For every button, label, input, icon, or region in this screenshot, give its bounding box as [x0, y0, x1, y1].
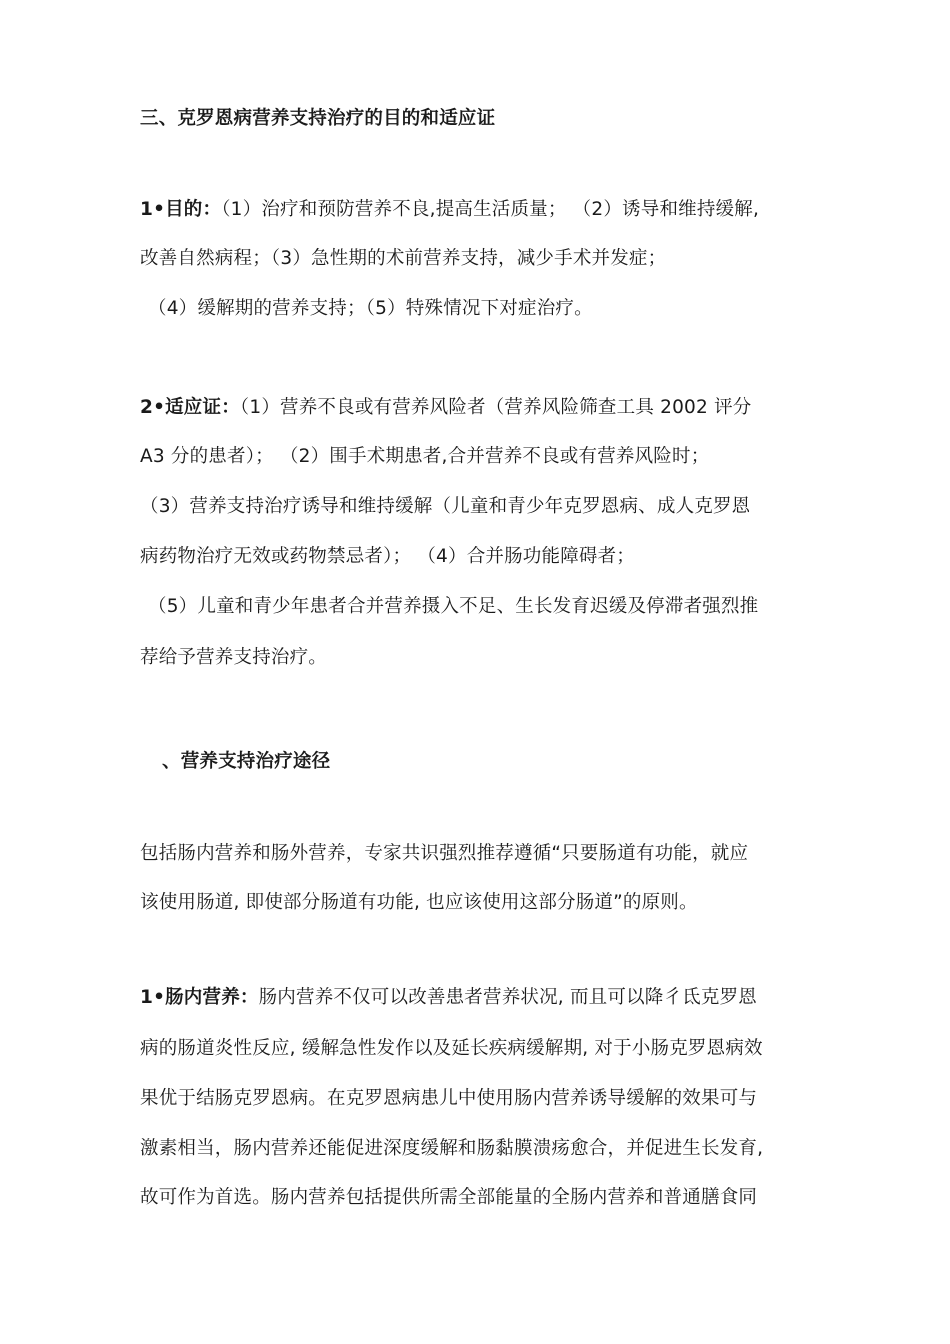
paragraph-line: A3 分的患者）； （2）围手术期患者,合并营养不良或有营养风险时； — [140, 446, 710, 467]
paragraph-line: 荐给予营养支持治疗。 — [140, 647, 328, 668]
paragraph-line: 病的肠道炎性反应, 缓解急性发作以及延长疾病缓解期, 对于小肠克罗恩病效 — [140, 1038, 763, 1059]
section-heading: 三、克罗恩病营养支持治疗的目的和适应证 — [140, 108, 496, 129]
paragraph-line: 果优于结肠克罗恩病。在克罗恩病患儿中使用肠内营养诱导缓解的效果可与 — [140, 1088, 758, 1109]
paragraph-line: 病药物治疗无效或药物禁忌者）； （4）合并肠功能障碍者； — [140, 546, 636, 567]
paragraph-line — [140, 985, 757, 1011]
paragraph-line: （5）儿童和青少年患者合并营养摄入不足、生长发育迟缓及停滞者强烈推 — [148, 596, 759, 617]
indications-text: （1）营养不良或有营养风险者（营养风险筛查工具 2002 评分 — [239, 397, 752, 418]
paragraph-line — [140, 395, 751, 421]
section-heading: 、营养支持治疗途径 — [162, 751, 331, 772]
paragraph-line: 该使用肠道, 即使部分肠道有功能, 也应该使用这部分肠道”的原则。 — [140, 892, 698, 913]
goals-label: 1•目的： — [140, 199, 222, 220]
paragraph-line: 包括肠内营养和肠外营养，专家共识强烈推荐遵循“只要肠道有功能，就应 — [140, 843, 749, 864]
paragraph-line: 激素相当，肠内营养还能促进深度缓解和肠黏膜溃疡愈合，并促进生长发育, — [140, 1138, 764, 1159]
paragraph-line: 故可作为首选。肠内营养包括提供所需全部能量的全肠内营养和普通膳食同 — [140, 1187, 758, 1208]
paragraph-line: （3）营养支持治疗诱导和维持缓解（儿童和青少年克罗恩病、成人克罗恩 — [140, 496, 751, 517]
paragraph-line: （4）缓解期的营养支持；（5）特殊情况下对症治疗。 — [148, 298, 593, 319]
enteral-label: 1•肠内营养： — [140, 987, 259, 1008]
paragraph-line: 改善自然病程；（3）急性期的术前营养支持，减少手术并发症； — [140, 248, 667, 269]
indications-label: 2•适应证： — [140, 397, 240, 418]
enteral-text: 肠内营养不仅可以改善患者营养状况, 而且可以降彳氐克罗恩 — [258, 987, 757, 1008]
paragraph-line — [140, 197, 759, 223]
goals-text: （1）治疗和预防营养不良,提高生活质量； （2）诱导和维持缓解, — [221, 199, 760, 220]
